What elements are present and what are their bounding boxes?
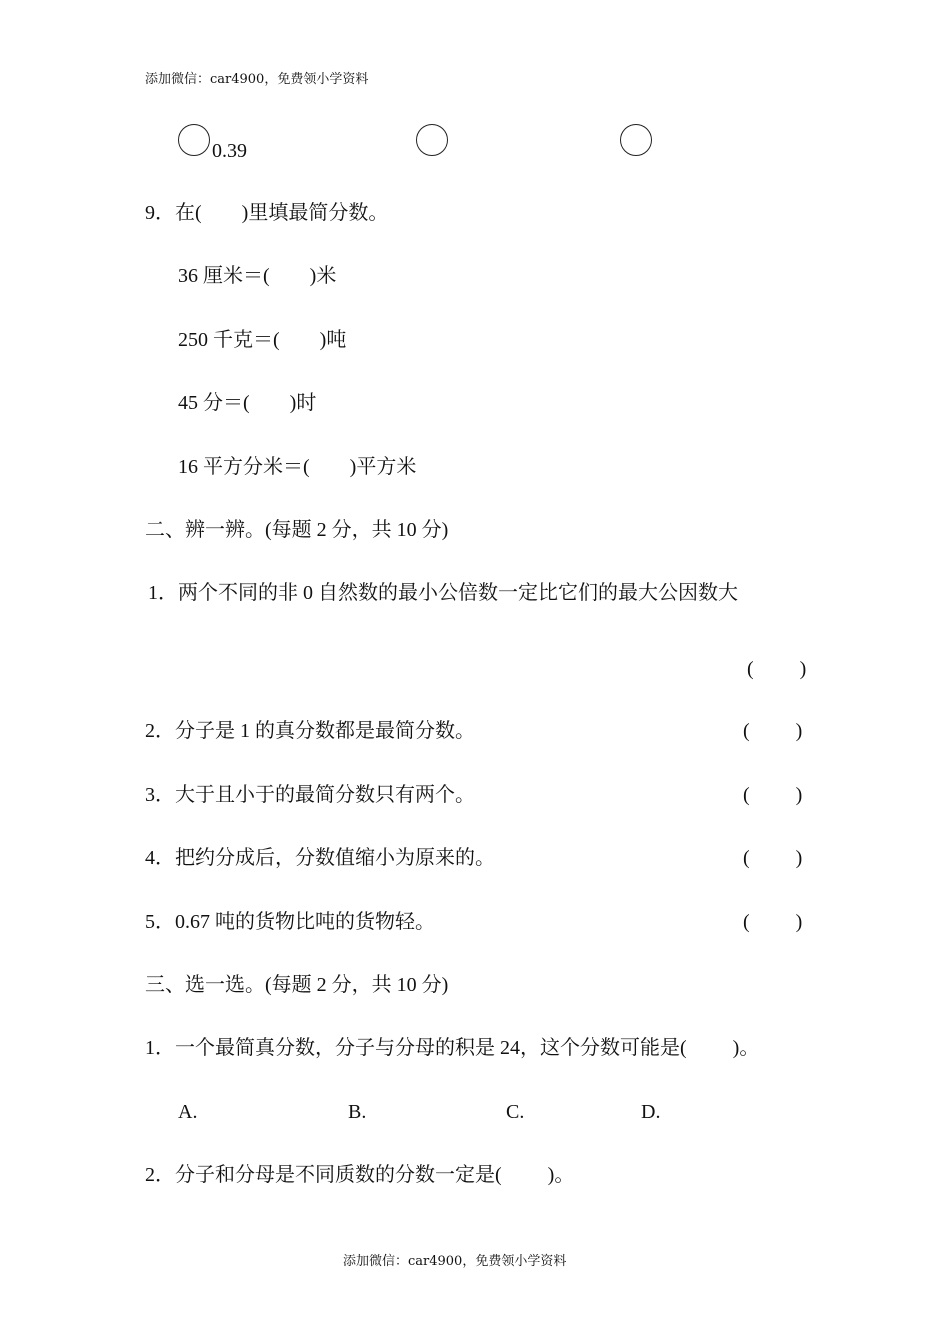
judge-answer-3[interactable]: ( ) (743, 784, 803, 806)
compare-circle-3[interactable] (620, 124, 652, 156)
q9-item-4: 16 平方分米＝( )平方米 (178, 456, 417, 478)
judge-answer-1[interactable]: ( ) (747, 658, 807, 680)
choice-q1: 1．一个最简真分数，分子与分母的积是 24，这个分数可能是( )。 (145, 1037, 760, 1059)
compare-circle-1[interactable] (178, 124, 210, 156)
choice-q2: 2．分子和分母是不同质数的分数一定是( )。 (145, 1164, 575, 1186)
option-b[interactable]: B. (348, 1101, 367, 1123)
judge-answer-5[interactable]: ( ) (743, 911, 803, 933)
judge-answer-4[interactable]: ( ) (743, 847, 803, 869)
page-footer: 添加微信：car4900，免费领小学资料 (343, 1254, 567, 1269)
judge-answer-2[interactable]: ( ) (743, 720, 803, 742)
q9-item-3: 45 分＝( )时 (178, 392, 317, 414)
compare-circle-2[interactable] (416, 124, 448, 156)
section2-title: 二、辨一辨。(每题 2 分，共 10 分) (145, 519, 449, 541)
page-header: 添加微信：car4900，免费领小学资料 (145, 72, 369, 87)
option-d[interactable]: D. (641, 1101, 661, 1123)
judge-item-4: 4．把约分成后，分数值缩小为原来的。 (145, 847, 495, 869)
section3-title: 三、选一选。(每题 2 分，共 10 分) (145, 974, 449, 996)
option-a[interactable]: A. (178, 1101, 198, 1123)
q9-item-1: 36 厘米＝( )米 (178, 265, 337, 287)
judge-item-2: 2．分子是 1 的真分数都是最简分数。 (145, 720, 475, 742)
judge-item-5: 5．0.67 吨的货物比吨的货物轻。 (145, 911, 435, 933)
judge-item-3: 3．大于且小于的最简分数只有两个。 (145, 784, 475, 806)
judge-item-1: 1．两个不同的非 0 自然数的最小公倍数一定比它们的最大公因数大 (148, 582, 738, 604)
q9-stem: 9．在( )里填最简分数。 (145, 202, 389, 224)
option-c[interactable]: C. (506, 1101, 525, 1123)
compare-value: 0.39 (212, 140, 247, 162)
q9-item-2: 250 千克＝( )吨 (178, 329, 347, 351)
